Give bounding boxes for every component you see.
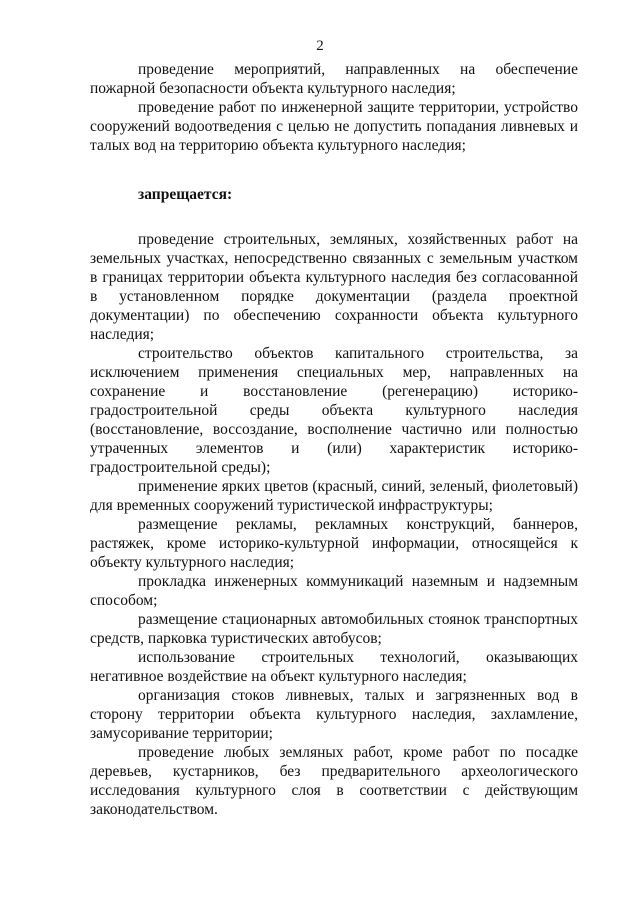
list-item: организация стоков ливневых, талых и загрязненных вод в сторону территории объекта культурного наследия, захламление, замусоривание территории; xyxy=(90,687,578,742)
list-item: размещение рекламы, рекламных конструкций, баннеров, растяжек, кроме историко-культурной информации, относящейся к объекту культурного наследия; xyxy=(90,516,578,571)
list-item: размещение стационарных автомобильных стоянок транспортных средств, парковка туристических автобусов; xyxy=(90,611,578,647)
list-item: проведение любых земляных работ, кроме работ по посадке деревьев, кустарников, без предварительного археологического исследования культурного слоя в соответствии с действующим законодательством. xyxy=(90,744,578,818)
list-item: прокладка инженерных коммуникаций наземным и надземным способом; xyxy=(90,573,578,609)
list-item: применение ярких цветов (красный, синий, зеленый, фиолетовый) для временных сооружений туристической инфраструктуры; xyxy=(90,478,578,514)
paragraph-fire-safety: проведение мероприятий, направленных на обеспечение пожарной безопасности объекта культурного наследия; xyxy=(90,61,578,97)
document-body xyxy=(90,60,578,819)
page-number: 2 xyxy=(316,38,324,54)
list-item: проведение строительных, земляных, хозяйственных работ на земельных участках, непосредственно связанных с земельным участком в границах территории объекта культурного наследия без согласованной в установленном порядке документации (раздела проектной документации) по обеспечению сохранности объекта культурного наследия; xyxy=(90,231,578,343)
section-heading-prohibited: запрещается: xyxy=(138,186,233,203)
list-item: использование строительных технологий, оказывающих негативное воздействие на объект культурного наследия; xyxy=(90,649,578,685)
paragraph-engineering-protection: проведение работ по инженерной защите территории, устройство сооружений водоотведения с целью не допустить попадания ливневых и талых вод на территорию объекта культурного наследия; xyxy=(90,99,578,154)
list-item: строительство объектов капитального строительства, за исключением применения специальных мер, направленных на сохранение и восстановление (регенерацию) историко-градостроительной среды объекта культурного наследия (восстановление, воссоздание, восполнение частично или полностью утраченных элементов и (или) характеристик историко-градостроительной среды); xyxy=(90,345,578,476)
